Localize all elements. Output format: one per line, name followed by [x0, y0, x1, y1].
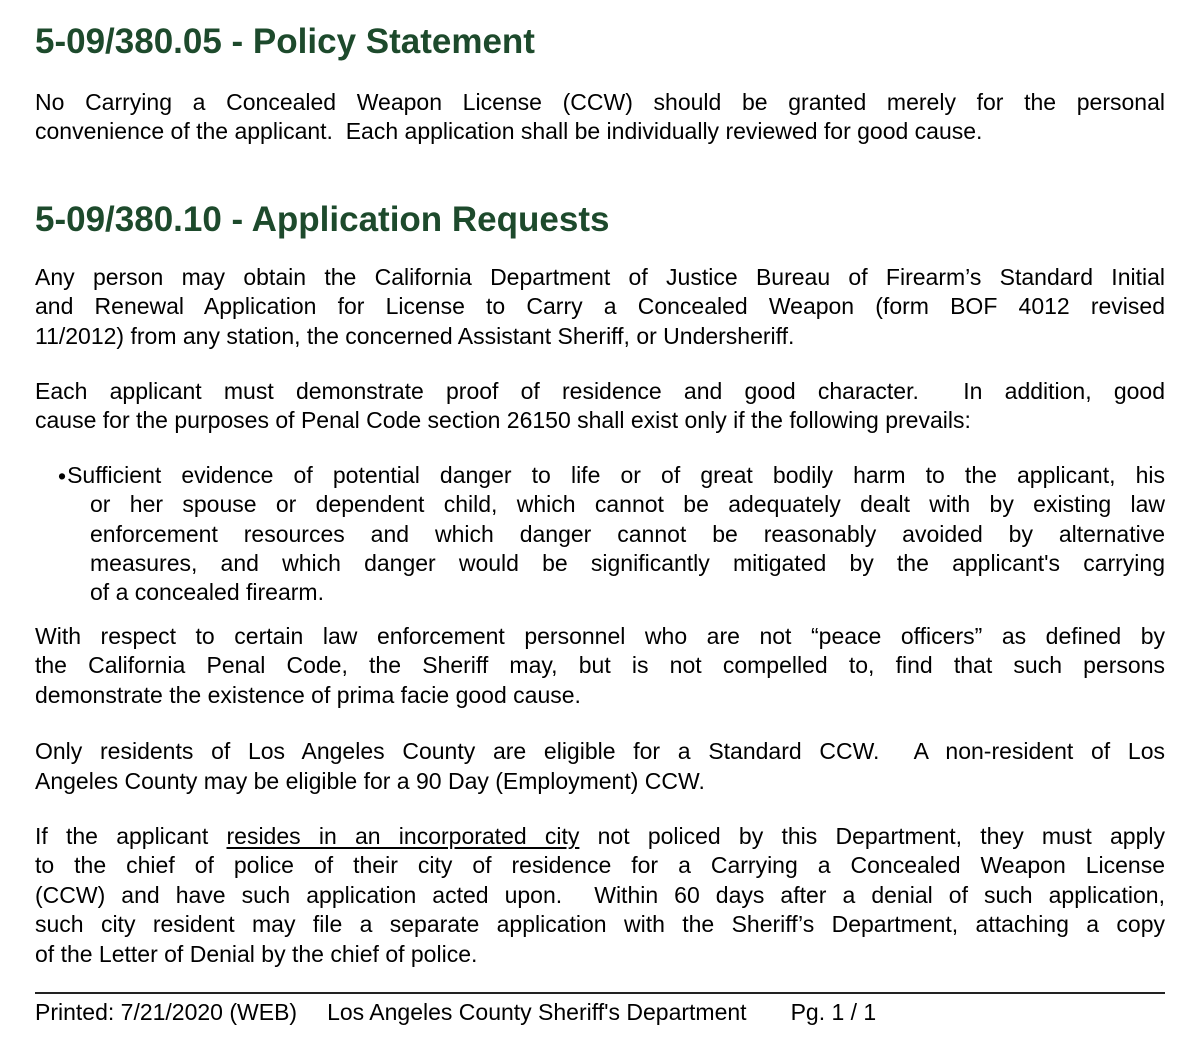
line-segment: If the applicant — [35, 822, 227, 849]
text-line: to the chief of police of their city of residence for a Carrying a Concealed Weapon License — [35, 852, 1165, 879]
text-line: Any person may obtain the California Department of Justice Bureau of Firearm’s Standard Initial — [35, 263, 1165, 290]
section-heading-application-requests: 5-09/380.10 - Application Requests — [35, 199, 610, 239]
text-line: No Carrying a Concealed Weapon License (CCW) should be granted merely for the personal — [35, 89, 1165, 115]
page-footer — [35, 992, 1165, 1027]
text-line: cause for the purposes of Penal Code section 26150 shall exist only if the following prevails: — [35, 407, 971, 434]
text-line: of a concealed firearm. — [90, 579, 324, 606]
text-line: (CCW) and have such application acted upon. Within 60 days after a denial of such application, — [35, 881, 1165, 908]
text-line: With respect to certain law enforcement personnel who are not “peace officers” as defined by — [35, 622, 1165, 649]
bullet-text: Sufficient evidence of potential danger to life or of great bodily harm to the applicant, his — [67, 461, 1165, 488]
text-line: convenience of the applicant. Each application shall be individually reviewed for good cause. — [35, 118, 983, 145]
bullet-icon: • — [58, 462, 67, 489]
text-line: or her spouse or dependent child, which cannot be adequately dealt with by existing law — [90, 491, 1165, 518]
text-line: enforcement resources and which danger cannot be reasonably avoided by alternative — [90, 520, 1165, 547]
text-line: the California Penal Code, the Sheriff may, but is not compelled to, find that such persons — [35, 652, 1165, 679]
footer-printed-date: Printed: 7/21/2020 (WEB) — [35, 998, 298, 1025]
bullet-item-sufficient-evidence — [58, 461, 1165, 608]
paragraph-good-cause — [35, 377, 1165, 436]
text-line — [35, 822, 1165, 851]
text-line: Angeles County may be eligible for a 90 Day (Employment) CCW. — [35, 767, 705, 794]
text-line: of the Letter of Denial by the chief of police. — [35, 940, 478, 967]
text-line: Each applicant must demonstrate proof of residence and good character. In addition, good — [35, 378, 1165, 405]
paragraph-incorporated-city — [35, 822, 1165, 969]
text-line — [58, 461, 1165, 490]
text-line: demonstrate the existence of prima facie good cause. — [35, 681, 581, 708]
line-segment: not policed by this Department, they must apply — [579, 822, 1165, 849]
underlined-phrase: resides in an incorporated city — [226, 822, 580, 849]
paragraph-residency — [35, 737, 1165, 796]
text-line: measures, and which danger would be significantly mitigated by the applicant's carrying — [90, 550, 1165, 577]
footer-page-number: Pg. 1 / 1 — [790, 998, 877, 1025]
section-heading-policy-statement: 5-09/380.05 - Policy Statement — [35, 22, 535, 61]
text-line: and Renewal Application for License to Carry a Concealed Weapon (form BOF 4012 revised — [35, 293, 1165, 320]
paragraph-application-form — [35, 263, 1165, 351]
paragraph-peace-officers — [35, 622, 1165, 710]
footer-department-name: Los Angeles County Sheriff's Department — [327, 998, 747, 1025]
text-line: Only residents of Los Angeles County are eligible for a Standard CCW. A non-resident of Los — [35, 738, 1165, 765]
text-line: 11/2012) from any station, the concerned Assistant Sheriff, or Undersheriff. — [35, 322, 795, 349]
text-line: such city resident may file a separate application with the Sheriff’s Department, attaching a copy — [35, 911, 1165, 938]
policy-document-page — [0, 20, 1200, 1050]
paragraph-policy-statement — [35, 88, 1165, 147]
